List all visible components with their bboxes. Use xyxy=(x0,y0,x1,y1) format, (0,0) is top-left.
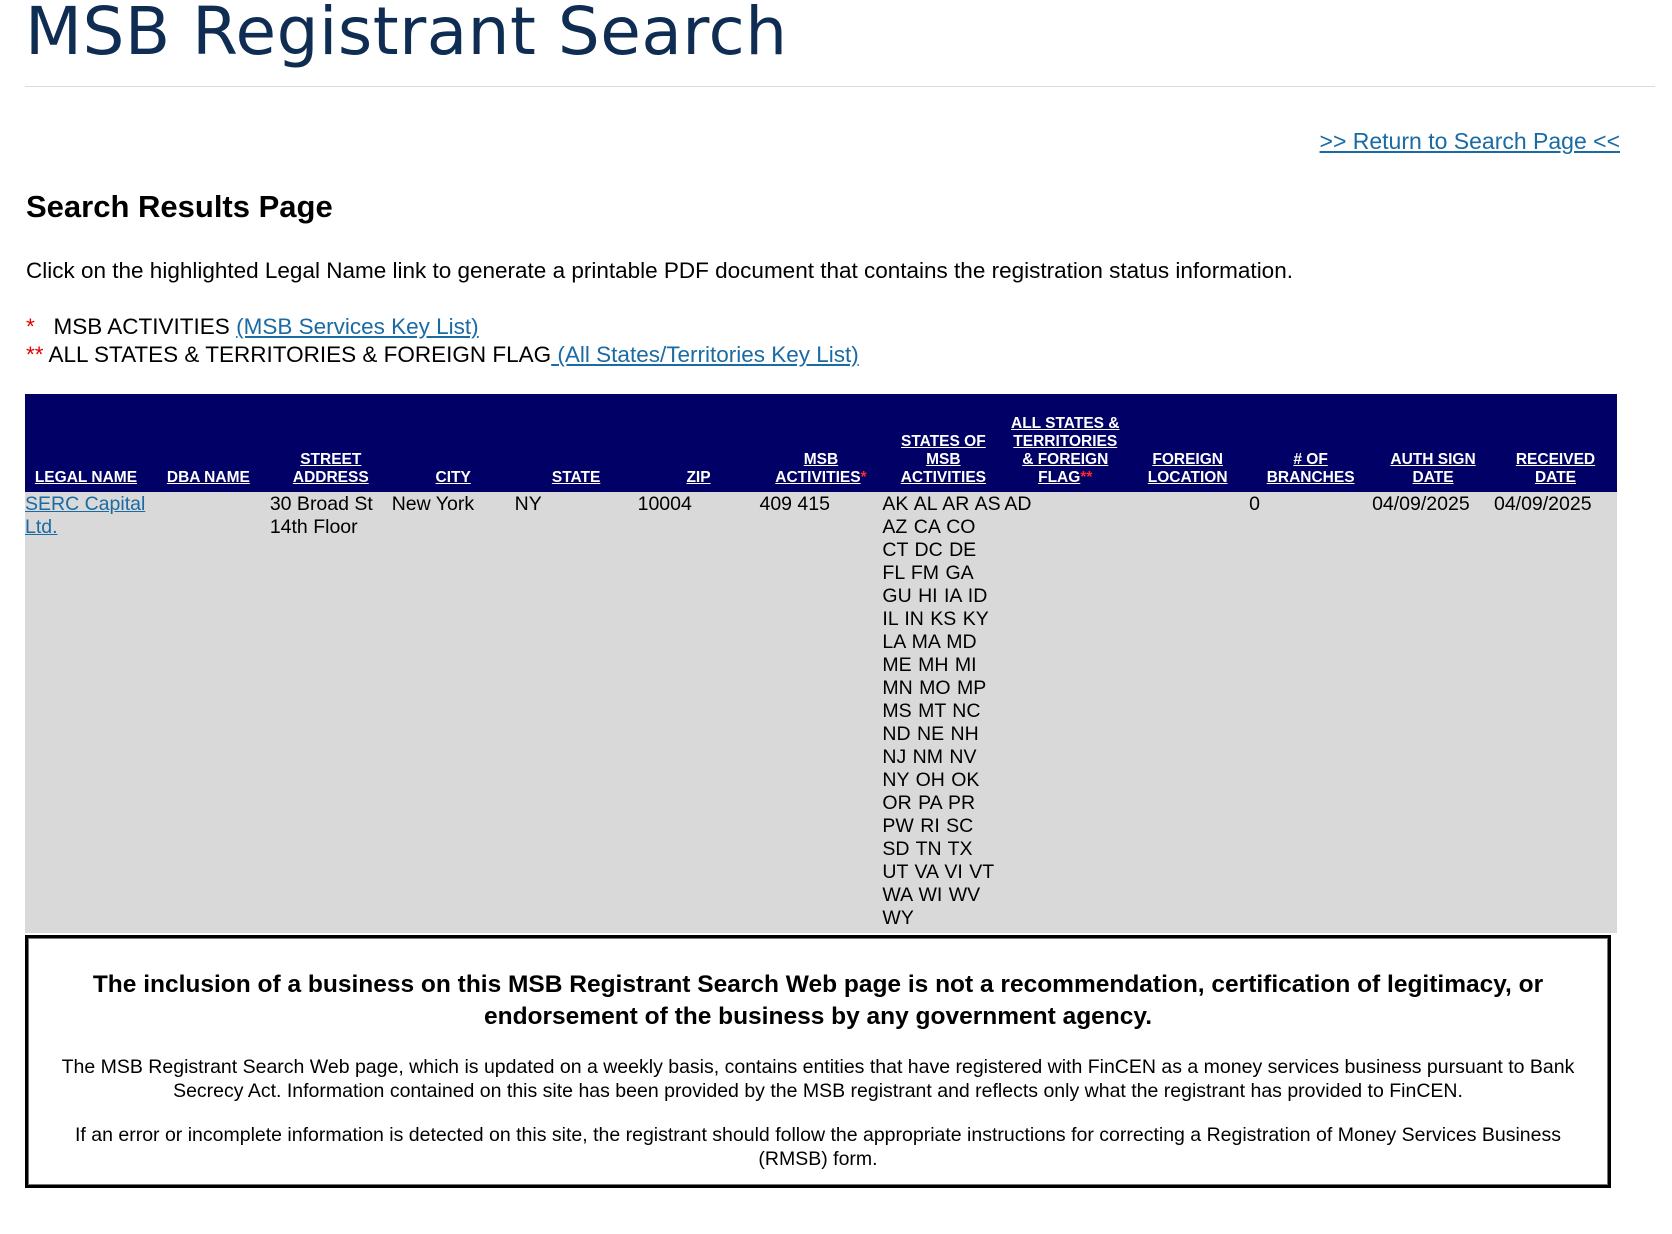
cell-zip: 10004 xyxy=(638,492,760,933)
col-header-dba-name[interactable] xyxy=(147,394,270,492)
cell-legal-name[interactable] xyxy=(25,492,147,933)
cell-city: New York xyxy=(392,492,515,933)
states-territories-key-list-link-text[interactable]: (All States/Territories Key List) xyxy=(557,342,859,367)
disclaimer-paragraph-error-correction: If an error or incomplete information is detected on this site, the registrant should follow the appropriate instructions for correcting a Registration of Money Services Business (RMSB) form. xyxy=(75,1124,1561,1170)
col-header-street-address[interactable] xyxy=(270,394,392,492)
col-header-num-branches-label[interactable]: # OF BRANCHES xyxy=(1266,451,1355,486)
msb-services-key-list-link[interactable]: (MSB Services Key List) xyxy=(236,314,479,339)
disclaimer-box xyxy=(25,935,1611,1188)
cell-received-date: 04/09/2025 xyxy=(1494,492,1617,933)
col-header-auth-sign-date-label[interactable]: AUTH SIGN DATE xyxy=(1390,451,1476,486)
col-header-foreign-location-label[interactable]: FOREIGN LOCATION xyxy=(1147,451,1228,486)
cell-auth-sign-date: 04/09/2025 xyxy=(1372,492,1494,933)
col-header-received-date-label[interactable]: RECEIVED DATE xyxy=(1515,451,1596,486)
cell-all-states-flag: AD xyxy=(1004,492,1126,933)
states-key-label: ALL STATES & TERRITORIES & FOREIGN FLAG xyxy=(48,342,552,367)
col-header-msb-activities-label[interactable]: MSB ACTIVITIES xyxy=(775,451,861,486)
col-header-states-of-msb-activities[interactable] xyxy=(882,394,1004,492)
col-header-zip-label[interactable]: ZIP xyxy=(686,469,711,486)
cell-num-branches: 0 xyxy=(1249,492,1372,933)
page-title: MSB Registrant Search xyxy=(25,0,788,70)
col-header-city[interactable] xyxy=(392,394,515,492)
activities-key-label: MSB ACTIVITIES xyxy=(53,314,230,339)
activities-marker: * xyxy=(26,314,35,339)
col-header-legal-name-label[interactable]: LEGAL NAME xyxy=(34,469,138,486)
col-header-all-states-flag-marker: ** xyxy=(1080,469,1093,486)
cell-foreign-location xyxy=(1126,492,1249,933)
col-header-received-date[interactable] xyxy=(1494,394,1617,492)
cell-msb-activities: 409 415 xyxy=(759,492,882,933)
col-header-state[interactable] xyxy=(515,394,638,492)
col-header-dba-name-label[interactable]: DBA NAME xyxy=(166,469,250,486)
disclaimer-heading: The inclusion of a business on this MSB Registrant Search Web page is not a recommendation, certification of legitimacy, or endorsement of the business by any government agency. xyxy=(92,971,1544,1030)
col-header-city-label[interactable]: CITY xyxy=(435,469,471,486)
col-header-msb-activities[interactable] xyxy=(759,394,882,492)
col-header-num-branches[interactable] xyxy=(1249,394,1372,492)
col-header-auth-sign-date[interactable] xyxy=(1372,394,1494,492)
table-header-row xyxy=(25,394,1617,492)
col-header-states-of-msb-activities-label[interactable]: STATES OF MSB ACTIVITIES xyxy=(900,433,986,486)
legal-name-link[interactable]: SERC Capital Ltd. xyxy=(25,493,146,538)
results-heading: Search Results Page xyxy=(26,189,333,224)
activities-key-line xyxy=(26,314,479,340)
col-header-street-address-label[interactable]: STREET ADDRESS xyxy=(292,451,369,486)
states-territories-key-list-link[interactable] xyxy=(551,342,859,367)
states-marker: ** xyxy=(26,342,44,367)
cell-states-of-msb-activities: AK AL AR AS AZ CA CO CT DC DE FL FM GA GU HI IA ID IL IN KS KY LA MA MD ME MH MI MN MO MP MS MT NC ND NE NH NJ NM NV NY OH OK OR PA PR PW RI SC SD TN TX UT VA VI VT WA WI WV WY xyxy=(882,492,1004,933)
col-header-legal-name[interactable] xyxy=(25,394,147,492)
col-header-foreign-location[interactable] xyxy=(1126,394,1249,492)
col-header-state-label[interactable]: STATE xyxy=(551,469,601,486)
cell-state: NY xyxy=(515,492,638,933)
cell-street-address: 30 Broad St 14th Floor xyxy=(270,492,392,933)
col-header-all-states-flag-label[interactable]: ALL STATES & TERRITORIES & FOREIGN FLAG xyxy=(1011,415,1120,486)
results-table xyxy=(25,394,1617,933)
cell-dba-name xyxy=(147,492,270,933)
col-header-all-states-flag[interactable] xyxy=(1004,394,1126,492)
title-divider xyxy=(25,86,1655,87)
return-to-search-link[interactable]: >> Return to Search Page << xyxy=(1319,128,1620,154)
col-header-msb-activities-marker: * xyxy=(860,469,867,486)
disclaimer-paragraph-weekly-update: The MSB Registrant Search Web page, which is updated on a weekly basis, contains entities that have registered with FinCEN as a money services business pursuant to Bank Secrecy Act. Information contained on this site has been provided by the MSB registrant and reflects only what the registrant has provided to FinCEN. xyxy=(61,1056,1575,1102)
table-row xyxy=(25,492,1617,933)
col-header-zip[interactable] xyxy=(638,394,760,492)
instructions-text: Click on the highlighted Legal Name link to generate a printable PDF document that contains the registration status information. xyxy=(26,258,1293,283)
states-key-line xyxy=(26,342,859,368)
